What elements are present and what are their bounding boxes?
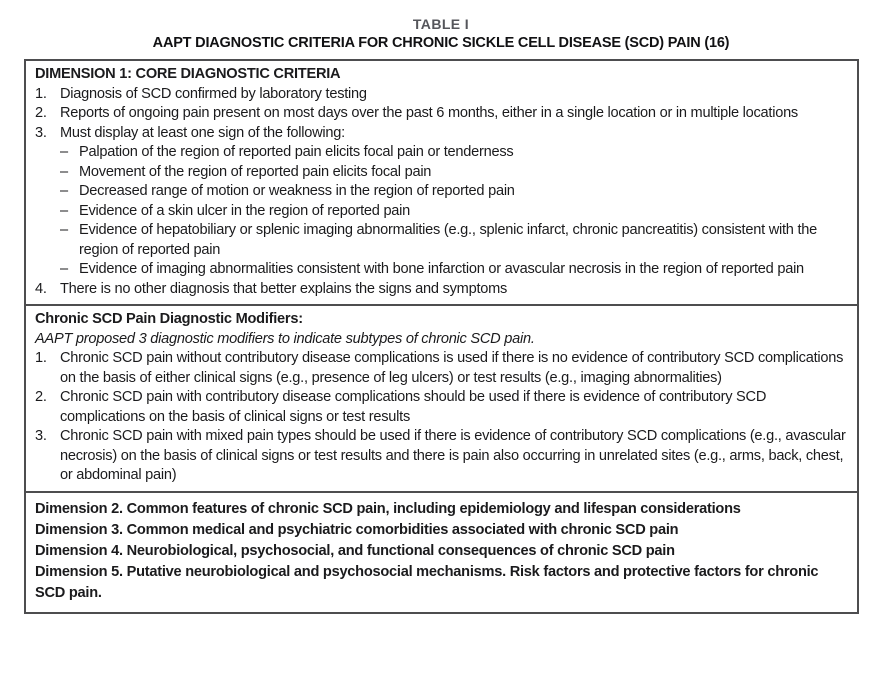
section-diagnostic-modifiers	[26, 304, 857, 491]
criteria-table	[24, 59, 859, 614]
dash-marker: –	[60, 163, 68, 180]
dash-marker: –	[60, 222, 68, 238]
section-dimension-1	[26, 61, 857, 304]
sub-list-item	[60, 221, 848, 260]
dash-marker: –	[60, 183, 68, 199]
dash-marker: –	[60, 202, 68, 219]
list-marker: 2.	[35, 105, 47, 121]
dimension-line: Dimension 5. Putative neurobiological and psychosocial mechanisms. Risk factors and protective factors for chronic SCD pain.	[35, 563, 819, 601]
list-item	[35, 349, 848, 388]
list-item	[35, 85, 848, 105]
list-marker: 4.	[35, 280, 47, 297]
list-text: Chronic SCD pain without contributory disease complications is used if there is no evidence of contributory SCD complications on the basis of either clinical signs (e.g., presence of leg ulcers) or test results (e.g., imaging abnormalities)	[60, 350, 844, 386]
section-heading: Chronic SCD Pain Diagnostic Modifiers:	[35, 311, 303, 327]
list-item	[35, 124, 848, 144]
dash-marker: –	[60, 144, 68, 160]
list-marker: 2.	[35, 389, 47, 405]
list-marker: 1.	[35, 350, 47, 366]
list-marker: 3.	[35, 124, 47, 141]
sub-list-item	[60, 260, 848, 280]
list-item	[35, 427, 848, 486]
table-label: TABLE I	[412, 16, 470, 32]
dimension-line: Dimension 4. Neurobiological, psychosocial, and functional consequences of chronic SCD pain	[35, 542, 675, 559]
list-marker: 3.	[35, 428, 47, 444]
list-text: Reports of ongoing pain present on most days over the past 6 months, either in a single location or in multiple locations	[60, 105, 798, 121]
list-marker: 1.	[35, 85, 47, 102]
dimension-line: Dimension 2. Common features of chronic SCD pain, including epidemiology and lifespan considerations	[35, 500, 741, 517]
sub-list-item	[60, 202, 848, 222]
section-dimensions-2-5	[26, 491, 857, 612]
sub-list-text: Evidence of a skin ulcer in the region of reported pain	[79, 202, 411, 219]
sub-list-text: Movement of the region of reported pain elicits focal pain	[79, 163, 432, 180]
list-text: Chronic SCD pain with mixed pain types should be used if there is evidence of contributory SCD complications (e.g., avascular necrosis) on the basis of clinical signs or test results and there is pain also occurring in unrelated sites (e.g., arms, back, chest, or abdominal pain)	[60, 428, 846, 483]
sub-list-item	[60, 143, 848, 163]
sub-list-text: Decreased range of motion or weakness in the region of reported pain	[79, 183, 515, 199]
section-heading: DIMENSION 1: CORE DIAGNOSTIC CRITERIA	[35, 66, 341, 82]
sub-list-text: Palpation of the region of reported pain elicits focal pain or tenderness	[79, 144, 514, 160]
sub-list-text: Evidence of hepatobiliary or splenic imaging abnormalities (e.g., splenic infarct, chronic pancreatitis) consistent with the region of reported pain	[79, 222, 817, 258]
list-text: There is no other diagnosis that better explains the signs and symptoms	[60, 280, 508, 297]
dash-marker: –	[60, 261, 68, 277]
section-subheading: AAPT proposed 3 diagnostic modifiers to indicate subtypes of chronic SCD pain.	[35, 330, 535, 347]
list-item	[35, 104, 848, 124]
dimension-line: Dimension 3. Common medical and psychiatric comorbidities associated with chronic SCD pain	[35, 521, 679, 538]
list-text: Diagnosis of SCD confirmed by laboratory testing	[60, 85, 367, 102]
table-caption	[0, 0, 882, 51]
table-title: AAPT DIAGNOSTIC CRITERIA FOR CHRONIC SICKLE CELL DISEASE (SCD) PAIN (16)	[152, 35, 730, 51]
list-item	[35, 388, 848, 427]
sub-list-item	[60, 182, 848, 202]
sub-list-item	[60, 163, 848, 183]
list-text: Must display at least one sign of the following:	[60, 124, 345, 141]
sub-list-text: Evidence of imaging abnormalities consistent with bone infarction or avascular necrosis in the region of reported pain	[79, 261, 804, 277]
list-text: Chronic SCD pain with contributory disease complications should be used if there is evidence of contributory SCD complications on the basis of clinical signs or test results	[60, 389, 767, 425]
list-item	[35, 280, 848, 300]
